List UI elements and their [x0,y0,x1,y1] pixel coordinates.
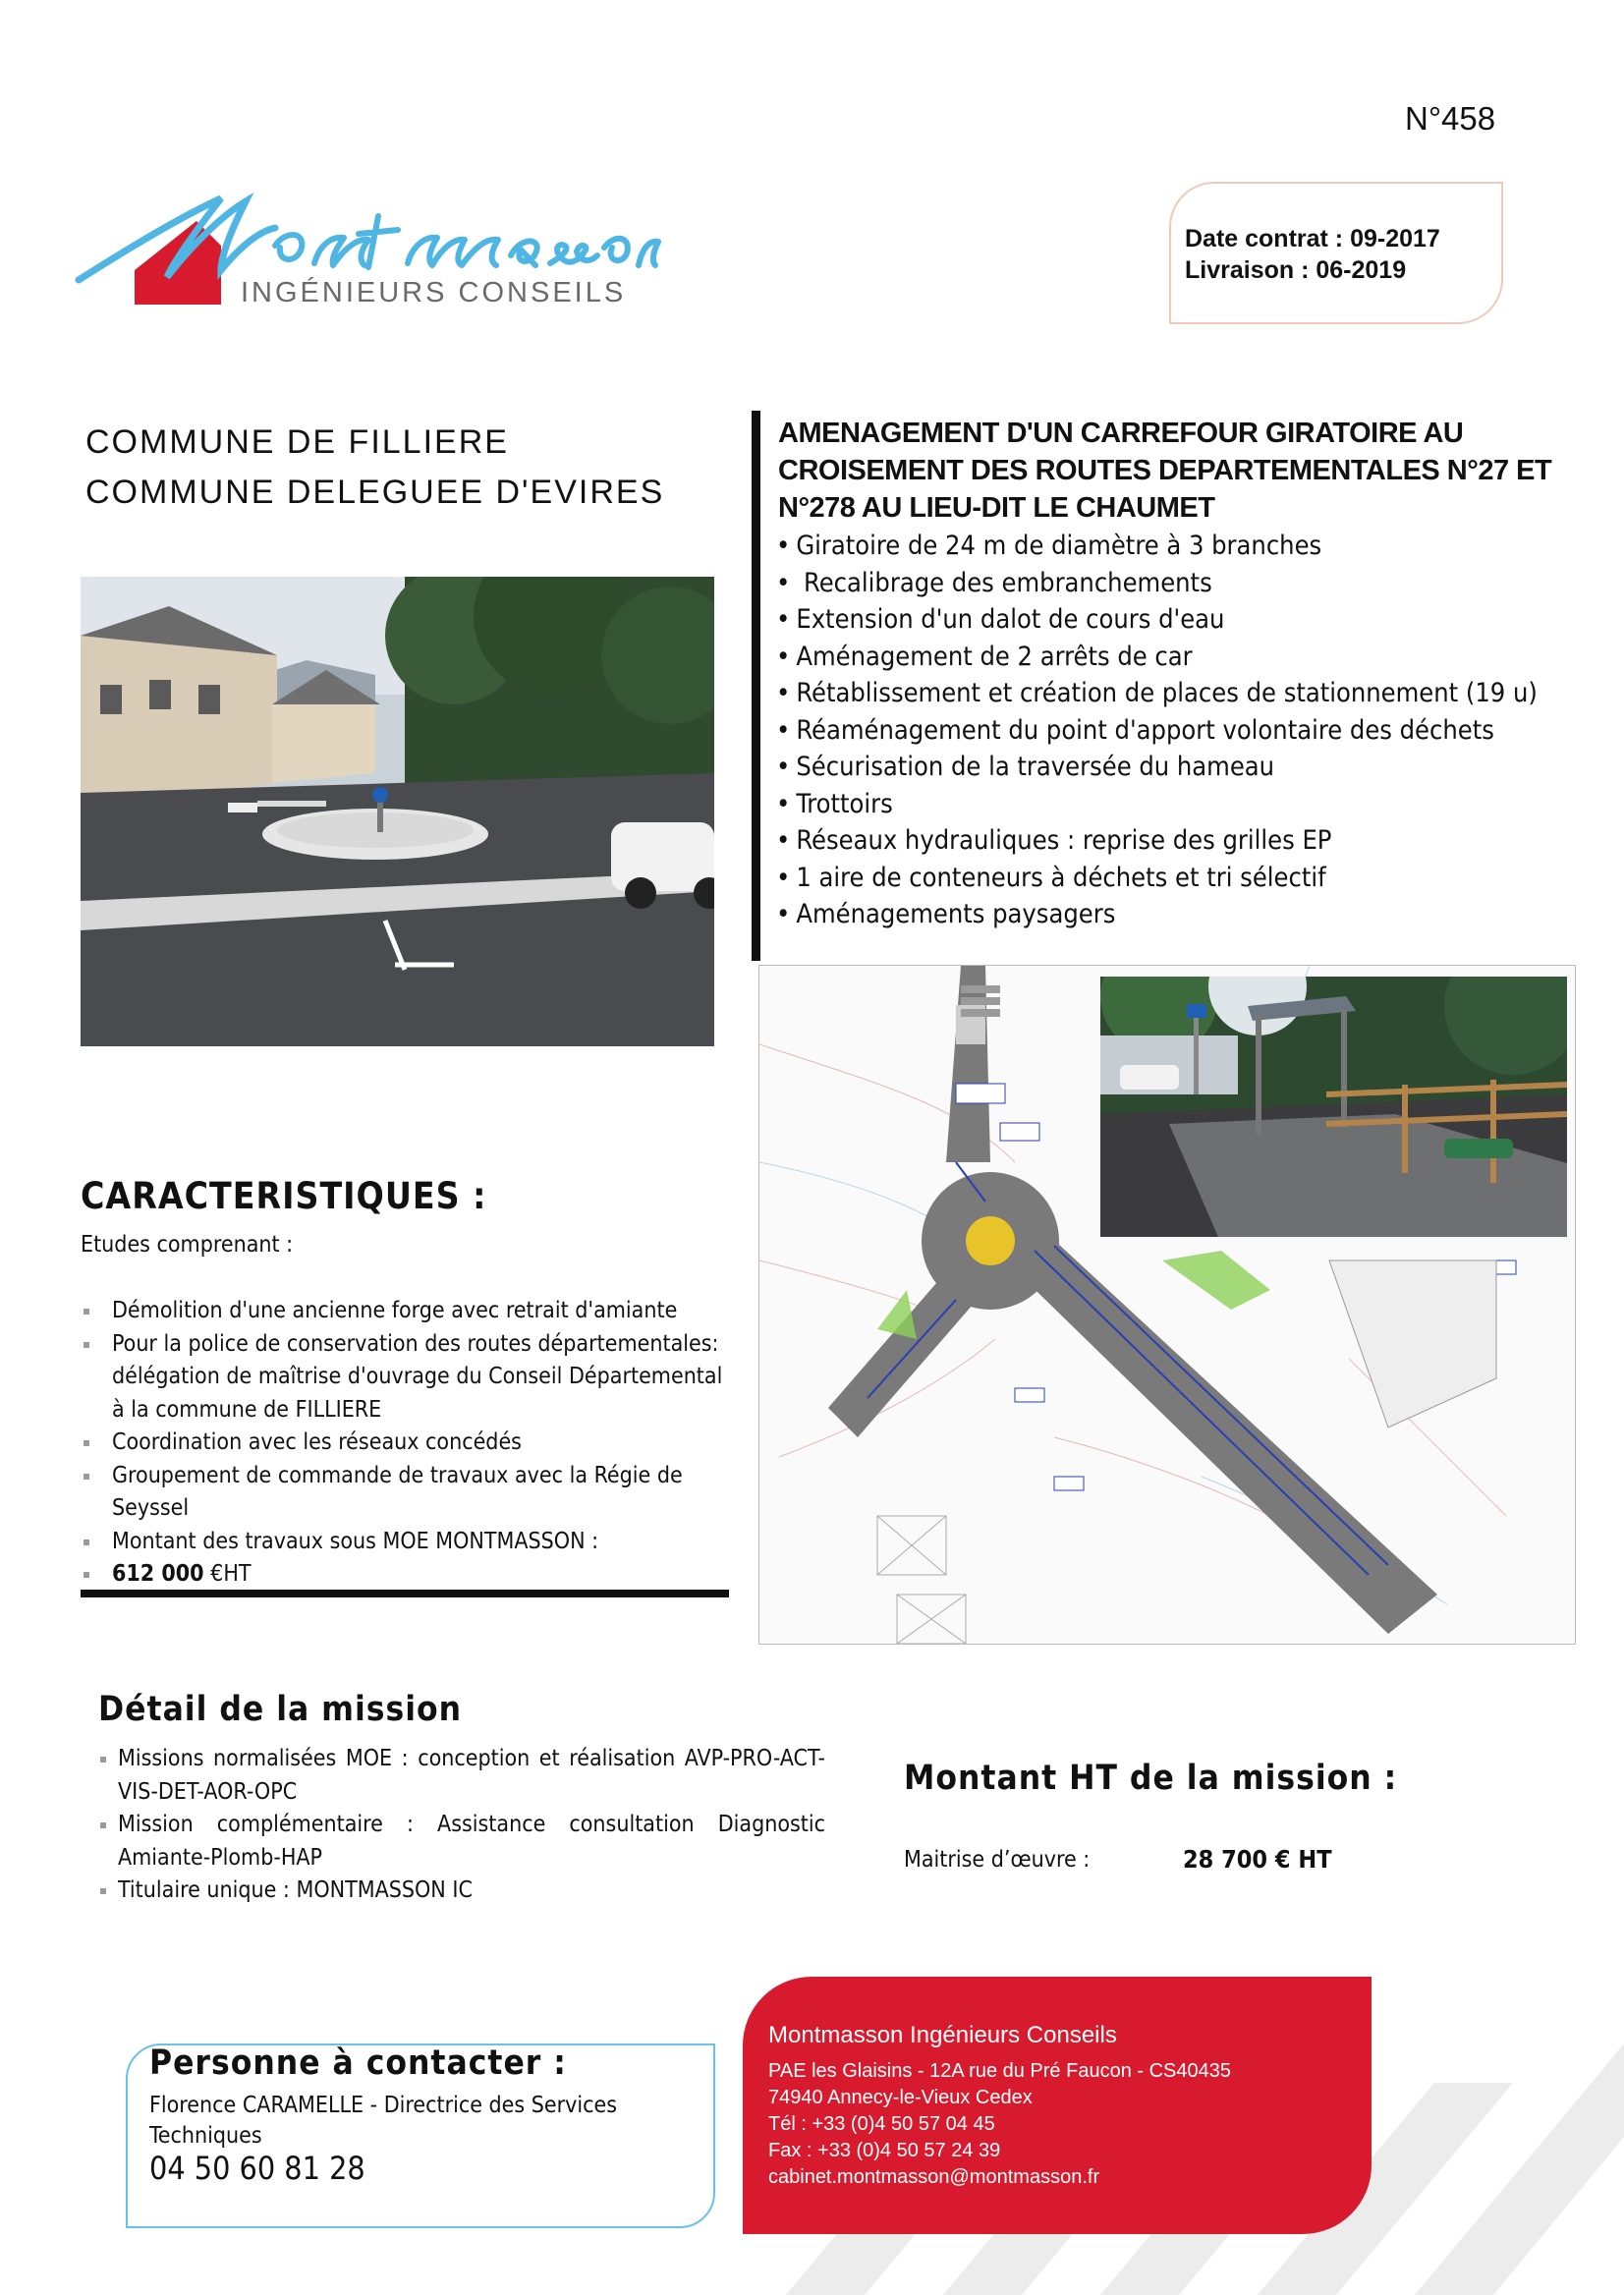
caracteristiques-intro: Etudes comprenant : [81,1232,294,1258]
footer-address-lines [768,2058,1231,2191]
caracteristiques-list [81,1295,729,1592]
caracteristique-item: Groupement de commande de travaux avec la Régie de Seyssel [81,1460,729,1526]
project-title: AMENAGEMENT D'UN CARREFOUR GIRATOIRE AU CROISEMENT DES ROUTES DEPARTEMENTALES N°27 ET N°278 AU LIEU-DIT LE CHAUMET [778,418,1552,524]
project-item: • 1 aire de conteneurs à déchets et tri sélectif [776,860,1538,897]
caracteristique-item: Coordination avec les réseaux concédés [81,1427,729,1460]
montant-title: Montant HT de la mission : [904,1759,1398,1798]
footer-company-name: Montmasson Ingénieurs Conseils [768,2022,1117,2048]
project-item: • Trottoirs [776,786,1538,823]
footer-email[interactable]: cabinet.montmasson@montmasson.fr [768,2166,1100,2188]
mission-item: Mission complémentaire : Assistance consultation Diagnostic Amiante-Plomb-HAP [98,1809,825,1875]
project-item: • Sécurisation de la traversée du hameau [776,749,1538,786]
project-item: • Aménagements paysagers [776,896,1538,933]
contact-title: Personne à contacter : [149,2043,567,2083]
contact-phone: 04 50 60 81 28 [149,2150,365,2187]
contract-box [1169,182,1503,324]
commune-line-1: COMMUNE DE FILLIERE [85,423,509,461]
caracteristique-item: Pour la police de conservation des routes départementales: délégation de maîtrise d'ouvrage du Conseil Départemental à la commune de FILLIERE [81,1328,729,1427]
contract-date: Date contrat : 09-2017 [1185,225,1440,252]
mission-title: Détail de la mission [98,1690,463,1729]
montant-label: Maitrise d’œuvre : [904,1847,1091,1873]
project-item: • Extension d'un dalot de cours d'eau [776,601,1538,639]
logo-script-ontmasson [275,216,658,267]
bus-stop-photo [1100,977,1567,1237]
caracteristique-amount [81,1558,729,1592]
caracteristique-item: Montant des travaux sous MOE MONTMASSON : [81,1526,729,1559]
logo-subtitle: INGÉNIEURS CONSEILS [241,277,627,308]
commune-line-2: COMMUNE DELEGUEE D'EVIRES [85,474,665,511]
caracteristiques-bottom-bar [81,1590,729,1597]
project-items-list [776,528,1538,933]
commune-heading [85,418,664,518]
footer-phone: Tél : +33 (0)4 50 57 04 45 [768,2113,995,2135]
caracteristiques-title: CARACTERISTIQUES : [81,1175,487,1217]
footer-fax: Fax : +33 (0)4 50 57 24 39 [768,2140,1001,2161]
montant-value: 28 700 € HT [1183,1845,1332,1874]
mission-item: Titulaire unique : MONTMASSON IC [98,1875,825,1908]
delivery-date: Livraison : 06-2019 [1185,256,1407,284]
caracteristique-item: Démolition d'une ancienne forge avec retrait d'amiante [81,1295,729,1328]
mission-list [98,1743,825,1908]
project-item: • Réaménagement du point d'apport volontaire des déchets [776,712,1538,750]
project-side-bar [752,411,760,961]
project-item: • Giratoire de 24 m de diamètre à 3 branches [776,528,1538,565]
project-item: • Recalibrage des embranchements [776,565,1538,602]
project-item: • Rétablissement et création de places de stationnement (19 u) [776,675,1538,712]
amount-value: 612 000 [112,1561,204,1587]
project-item: • Aménagement de 2 arrêts de car [776,639,1538,676]
mission-item: Missions normalisées MOE : conception et réalisation AVP-PRO-ACT-VIS-DET-AOR-OPC [98,1743,825,1809]
contact-name: Florence CARAMELLE - Directrice des Services Techniques [149,2093,618,2149]
footer-city: 74940 Annecy-le-Vieux Cedex [768,2087,1033,2108]
footer-address: PAE les Glaisins - 12A rue du Pré Faucon - CS40435 [768,2060,1231,2082]
amount-suffix: €HT [203,1561,252,1587]
project-item: • Réseaux hydrauliques : reprise des grilles EP [776,822,1538,860]
reference-number: N°458 [1405,100,1496,137]
roundabout-photo [81,577,714,1046]
